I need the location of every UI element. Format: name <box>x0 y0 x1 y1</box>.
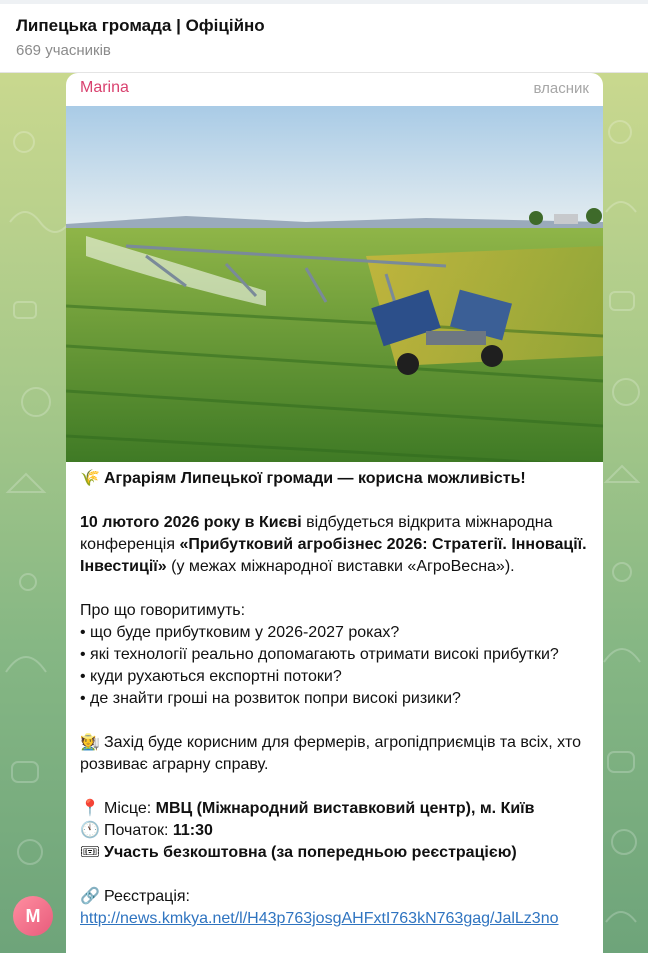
intro-text: відбудеться відкрита міжнародна конференція <box>80 514 553 553</box>
topic-item: • куди рухаються експортні потоки? <box>80 668 342 685</box>
registration-label: Реєстрація: <box>104 888 190 905</box>
pin-icon: 📍 <box>80 800 100 817</box>
message-text <box>80 468 595 930</box>
topic-item: • де знайти гроші на розвиток попри високі ризики? <box>80 690 461 707</box>
message-bubble[interactable] <box>66 73 603 973</box>
audience-text: Захід буде корисним для фермерів, агропідприємців та всіх, хто розвиває аграрну справу. <box>80 734 582 773</box>
message-author[interactable]: Marina <box>80 79 129 96</box>
place-value: МВЦ (Міжнародний виставковий центр), м. Київ <box>155 800 535 817</box>
message-heading: Аграріям Липецької громади — корисна можливість! <box>104 470 526 487</box>
registration-link[interactable]: http://news.kmkya.net/l/H43p763josgAHFxtI763kN763gag/JalLz3no <box>80 910 559 927</box>
wheat-icon: 🌾 <box>80 470 100 487</box>
free-participation: Участь безкоштовна (за попередньою реєстрацією) <box>104 844 517 861</box>
message-photo[interactable] <box>66 106 603 462</box>
topics-title: Про що говоритимуть: <box>80 602 246 619</box>
date-place: 10 лютого 2026 року в Києві <box>80 514 302 531</box>
author-role-badge: власник <box>533 80 589 97</box>
link-icon: 🔗 <box>80 888 100 905</box>
avatar[interactable]: M <box>13 896 53 936</box>
topic-item: • що буде прибутковим у 2026-2027 роках? <box>80 624 400 641</box>
conference-name: «Прибутковий агробізнес 2026: Стратегії. Інновації. Інвестиції» <box>80 536 587 575</box>
farmer-icon: 🧑‍🌾 <box>80 734 100 751</box>
topic-item: • які технології реально допомагають отримати високі прибутки? <box>80 646 559 663</box>
chat-title[interactable]: Липецька громада | Офіційно <box>16 16 265 35</box>
place-label: Місце: <box>104 800 156 817</box>
ticket-icon: 🎟 <box>80 844 101 861</box>
clock-icon: 🕚 <box>80 822 100 839</box>
start-label: Початок: <box>104 822 173 839</box>
conference-note: (у межах міжнародної виставки «АгроВесна»). <box>166 558 515 575</box>
chat-header[interactable] <box>0 4 648 73</box>
start-value: 11:30 <box>172 822 213 839</box>
member-count: 669 учасників <box>16 42 111 59</box>
